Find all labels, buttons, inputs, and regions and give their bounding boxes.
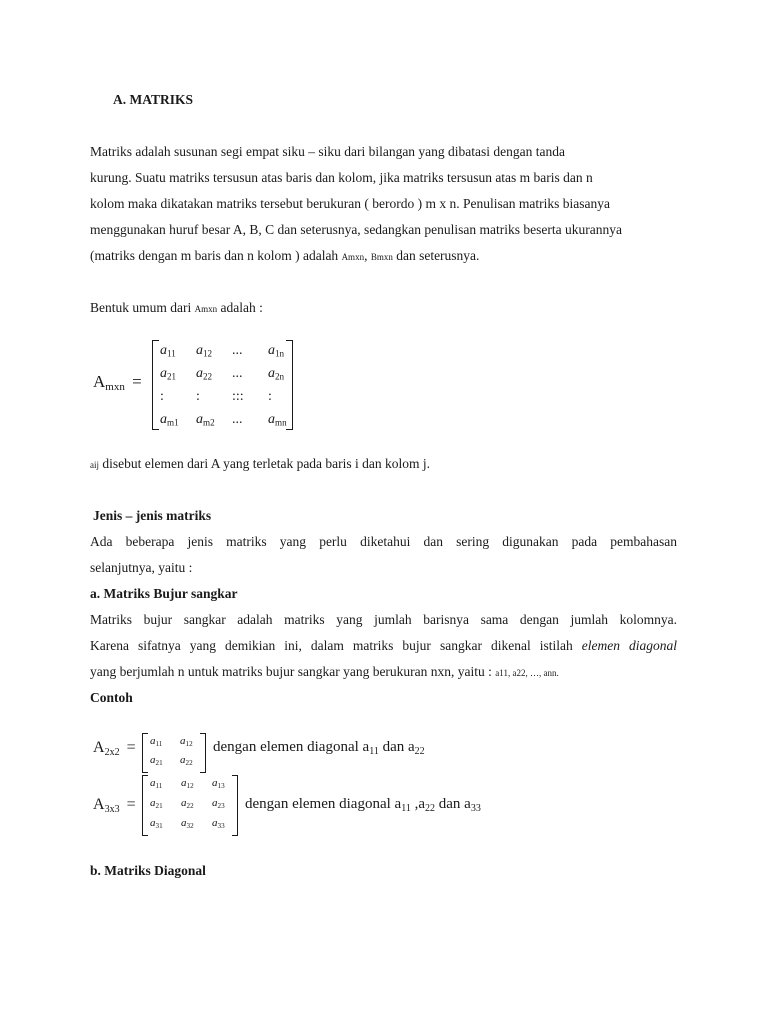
matrix-cell: $a_{11}$ xyxy=(150,735,163,748)
example-heading: Contoh xyxy=(90,690,133,705)
matrix-cell: $a_{m2}$ xyxy=(196,412,215,428)
matrix-cell: ... xyxy=(232,366,243,381)
types-heading: Jenis – jenis matriks xyxy=(93,508,212,523)
matrix-cell: $a_{2n}$ xyxy=(268,366,285,382)
matrix-cell: $a_{m1}$ xyxy=(160,412,179,428)
square-heading: a. Matriks Bujur sangkar xyxy=(90,586,238,601)
types-intro-line-1: Ada beberapa jenis matriks yang perlu diketahui dan sering digunakan pada pembahasan xyxy=(90,534,677,549)
square-line-2: Karena sifatnya yang demikian ini, dalam matriks bujur sangkar dikenal istilah elemen diagonal xyxy=(90,638,677,653)
matrix-cell: $a_{1n}$ xyxy=(268,343,285,359)
general-matrix-left-bracket xyxy=(152,340,159,430)
example1-description: dengan elemen diagonal $a_{11}$ dan $a_{22}$ xyxy=(213,739,425,757)
general-matrix-right-bracket xyxy=(286,340,293,430)
example2-description: dengan elemen diagonal $a_{11}$ $,a_{22}$ dan $a_{33}$ xyxy=(245,796,481,814)
intro-line-1: Matriks adalah susunan segi empat siku – siku dari bilangan yang dibatasi dengan tanda xyxy=(90,144,566,159)
intro-line-5: (matriks dengan m baris dan n kolom ) adalah Amxn, Bmxn dan seterusnya. xyxy=(90,248,480,263)
example1-right-bracket xyxy=(200,733,206,773)
element-note: aij disebut elemen dari A yang terletak pada baris i dan kolom j. xyxy=(90,456,431,471)
matrix-cell: $a_{11}$ xyxy=(150,777,163,790)
matrix-cell: $a_{13}$ xyxy=(212,777,225,790)
general-matrix-label: Amxn = xyxy=(93,372,142,393)
general-form-line: Bentuk umum dari Amxn adalah : xyxy=(90,300,263,315)
matrix-cell: $a_{21}$ xyxy=(160,366,177,382)
types-intro-line-2: selanjutnya, yaitu : xyxy=(90,560,193,575)
matrix-cell: $a_{12}$ xyxy=(180,735,193,748)
matrix-cell: $a_{21}$ xyxy=(150,797,163,810)
matrix-cell: ::: xyxy=(232,389,244,404)
diagonal-heading: b. Matriks Diagonal xyxy=(90,863,206,878)
matrix-cell: $a_{11}$ xyxy=(160,343,176,359)
matrix-cell: $a_{22}$ xyxy=(181,797,194,810)
intro-line-3: kolom maka dikatakan matriks tersebut berukuran ( berordo ) m x n. Penulisan matriks biasanya xyxy=(90,196,610,211)
matrix-cell: $a_{32}$ xyxy=(181,817,194,830)
square-line-1: Matriks bujur sangkar adalah matriks yang jumlah barisnya sama dengan jumlah kolomnya. xyxy=(90,612,677,627)
section-heading: A. MATRIKS xyxy=(113,92,194,107)
square-line-3: yang berjumlah n untuk matriks bujur sangkar yang berukuran nxn, yaitu : a11, a22, …, ann. xyxy=(90,664,559,679)
matrix-cell: : xyxy=(268,389,272,404)
example1-label: A2x2 = xyxy=(93,739,136,758)
example2-right-bracket xyxy=(232,775,238,836)
matrix-cell: $a_{mn}$ xyxy=(268,412,287,428)
matrix-cell: ... xyxy=(232,343,243,358)
intro-line-2: kurung. Suatu matriks tersusun atas baris dan kolom, jika matriks tersusun atas m baris dan n xyxy=(90,170,593,185)
matrix-cell: ... xyxy=(232,412,243,427)
matrix-cell: : xyxy=(196,389,200,404)
example2-label: A3x3 = xyxy=(93,796,136,815)
matrix-cell: $a_{12}$ xyxy=(181,777,194,790)
matrix-cell: $a_{22}$ xyxy=(180,754,193,767)
matrix-cell: $a_{21}$ xyxy=(150,754,163,767)
matrix-cell: $a_{12}$ xyxy=(196,343,213,359)
example1-left-bracket xyxy=(142,733,148,773)
matrix-cell: : xyxy=(160,389,164,404)
matrix-cell: $a_{33}$ xyxy=(212,817,225,830)
example2-left-bracket xyxy=(142,775,148,836)
intro-line-4: menggunakan huruf besar A, B, C dan seterusnya, sedangkan penulisan matriks beserta ukurannya xyxy=(90,222,622,237)
matrix-cell: $a_{22}$ xyxy=(196,366,213,382)
matrix-cell: $a_{23}$ xyxy=(212,797,225,810)
matrix-cell: $a_{31}$ xyxy=(150,817,163,830)
